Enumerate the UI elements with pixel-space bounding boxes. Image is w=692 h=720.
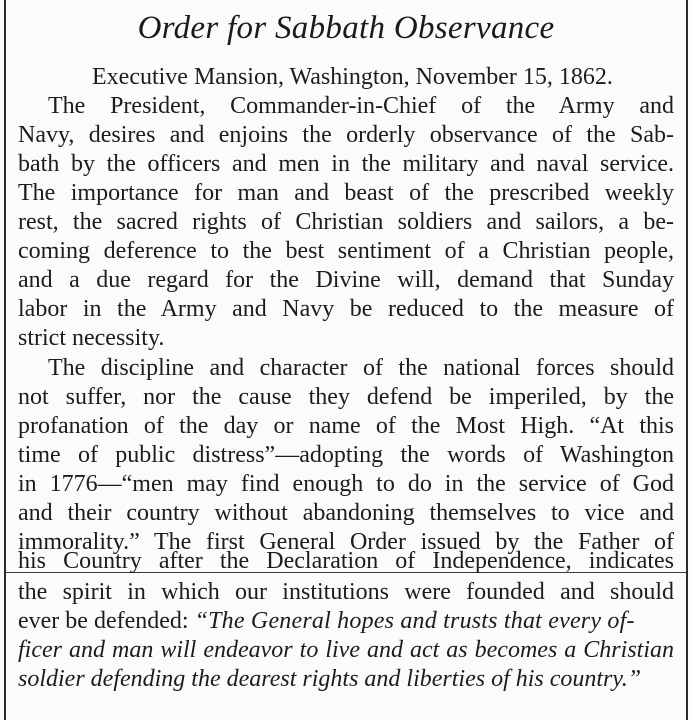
text-line: rest, the sacred rights of Christian soldiers and sailors, a be-: [18, 209, 674, 235]
text-line: The President, Commander-in-Chief of the Army and: [48, 93, 674, 119]
text-line: Navy, desires and enjoins the orderly observance of the Sab-: [18, 122, 674, 148]
text-line: and a due regard for the Divine will, demand that Sunday: [18, 267, 674, 293]
italic-quote-line: soldier defending the dearest rights and liberties of his country.”: [18, 666, 642, 692]
document-title: Order for Sabbath Observance: [137, 10, 555, 46]
text-line: The importance for man and beast of the prescribed weekly: [18, 180, 674, 206]
text-line: the spirit in which our institutions were founded and should: [18, 579, 674, 605]
right-border: [686, 0, 688, 720]
text-line: time of public distress”—adopting the words of Washington: [18, 442, 674, 468]
text-line: The discipline and character of the national forces should: [48, 355, 674, 381]
text-line: immorality.” The first General Order issued by the Father of: [18, 529, 674, 555]
italic-quote-line: ficer and man will endeavor to live and act as becomes a Christian: [18, 637, 674, 663]
text-span: ever be defended:: [18, 608, 195, 634]
dateline: Executive Mansion, Washington, November 15, 1862.: [92, 64, 613, 90]
italic-quote-span: “The General hopes and trusts that every of-: [194, 608, 635, 634]
text-line: bath by the officers and men in the military and naval service.: [18, 151, 674, 177]
text-line: his Country after the Declaration of Independence, indicates: [18, 548, 674, 574]
text-line: labor in the Army and Navy be reduced to the measure of: [18, 296, 674, 322]
text-line: profanation of the day or name of the Most High. “At this: [18, 413, 674, 439]
text-line: coming deference to the best sentiment of a Christian people,: [18, 238, 674, 264]
text-line: and their country without abandoning themselves to vice and: [18, 500, 674, 526]
text-line: [18, 607, 674, 636]
text-line: not suffer, nor the cause they defend be imperiled, by the: [18, 384, 674, 410]
left-border: [4, 0, 6, 720]
text-line: in 1776—“men may find enough to do in the service of God: [18, 471, 674, 497]
text-line: strict necessity.: [18, 325, 165, 351]
